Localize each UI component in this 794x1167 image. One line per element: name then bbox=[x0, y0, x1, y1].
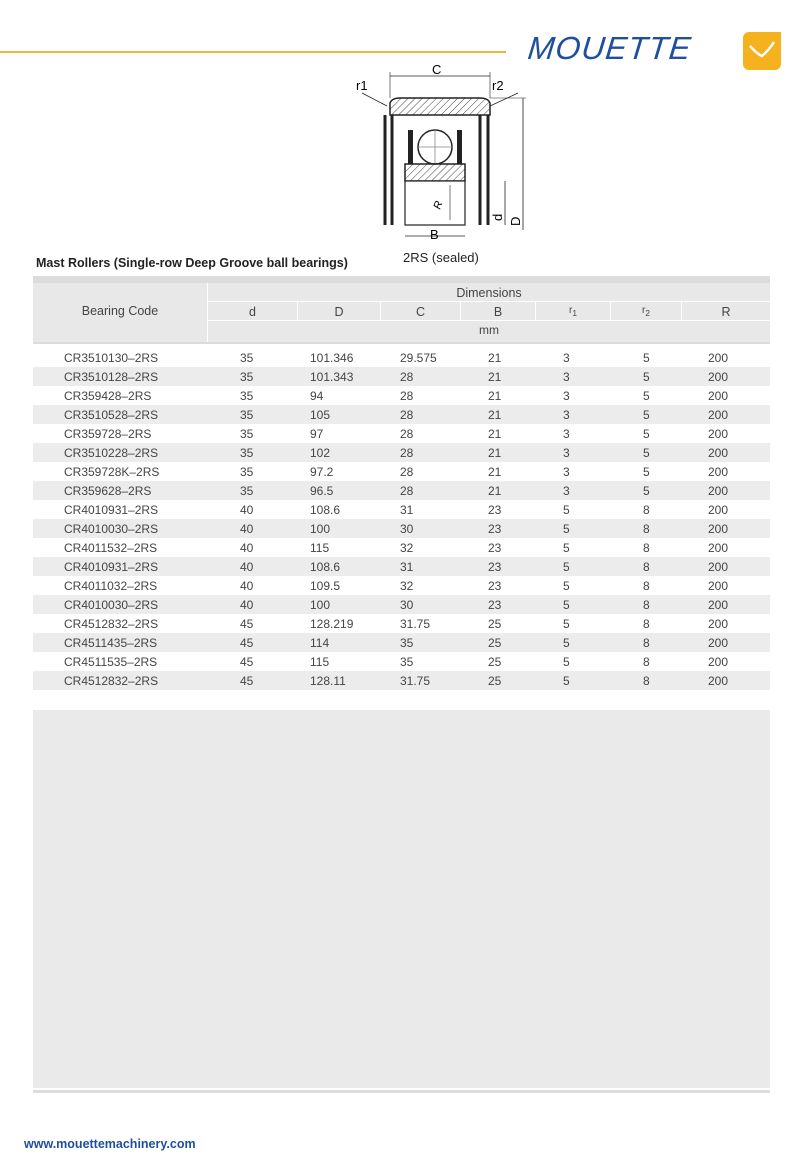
cell-d: 40 bbox=[240, 560, 254, 574]
cell-r1: 3 bbox=[563, 389, 570, 403]
cell-d: 35 bbox=[240, 351, 254, 365]
cell-B: 21 bbox=[488, 370, 502, 384]
cell-r1: 5 bbox=[563, 503, 570, 517]
cell-D: 128.11 bbox=[310, 674, 346, 688]
cell-r1: 3 bbox=[563, 370, 570, 384]
table-row bbox=[33, 462, 770, 481]
header-col-D: D bbox=[334, 305, 344, 319]
cell-D: 102 bbox=[310, 446, 331, 460]
cell-C: 31.75 bbox=[400, 674, 431, 688]
header-col-R: R bbox=[721, 305, 731, 319]
cell-C: 32 bbox=[400, 541, 414, 555]
cell-C: 31.75 bbox=[400, 617, 431, 631]
cell-B: 23 bbox=[488, 560, 502, 574]
cell-r2: 8 bbox=[643, 503, 650, 517]
cell-r1: 5 bbox=[563, 636, 570, 650]
dimension-label-r1: r1 bbox=[356, 78, 368, 93]
table-row bbox=[33, 348, 770, 367]
cell-D: 94 bbox=[310, 389, 324, 403]
cell-C: 28 bbox=[400, 427, 414, 441]
cell-d: 40 bbox=[240, 541, 254, 555]
cell-D: 100 bbox=[310, 522, 331, 536]
cell-R: 200 bbox=[708, 408, 729, 422]
cell-B: 23 bbox=[488, 522, 502, 536]
cell-r1: 3 bbox=[563, 408, 570, 422]
cell-code: CR4512832–2RS bbox=[64, 617, 159, 631]
cell-C: 28 bbox=[400, 446, 414, 460]
cell-B: 23 bbox=[488, 598, 502, 612]
cell-R: 200 bbox=[708, 617, 729, 631]
table-row bbox=[33, 367, 770, 386]
cell-r1: 5 bbox=[563, 598, 570, 612]
cell-d: 35 bbox=[240, 408, 254, 422]
table-top-bar bbox=[33, 276, 770, 283]
footer-url[interactable]: www.mouettemachinery.com bbox=[24, 1137, 196, 1151]
cell-R: 200 bbox=[708, 446, 729, 460]
cell-D: 115 bbox=[310, 655, 330, 669]
cell-d: 40 bbox=[240, 579, 254, 593]
cell-r1: 3 bbox=[563, 465, 570, 479]
cell-R: 200 bbox=[708, 484, 729, 498]
cell-code: CR359728K–2RS bbox=[64, 465, 160, 479]
brand-logo-text: MOUETTE bbox=[526, 30, 694, 66]
cell-r1: 3 bbox=[563, 427, 570, 441]
cell-R: 200 bbox=[708, 636, 729, 650]
header-accent-rule bbox=[0, 51, 506, 53]
cell-d: 35 bbox=[240, 389, 254, 403]
table-row bbox=[33, 386, 770, 405]
cell-r1: 3 bbox=[563, 351, 570, 365]
cell-C: 28 bbox=[400, 484, 414, 498]
cell-R: 200 bbox=[708, 655, 729, 669]
cell-D: 100 bbox=[310, 598, 331, 612]
cell-R: 200 bbox=[708, 541, 729, 555]
cell-r2: 8 bbox=[643, 579, 650, 593]
cell-r2: 8 bbox=[643, 522, 650, 536]
cell-C: 28 bbox=[400, 408, 414, 422]
cell-d: 45 bbox=[240, 636, 254, 650]
cell-r2: 8 bbox=[643, 636, 650, 650]
cell-code: CR4010931–2RS bbox=[64, 503, 159, 517]
bearing-cross-section-diagram bbox=[340, 60, 540, 245]
section-title: Mast Rollers (Single-row Deep Groove ball bearings) bbox=[36, 256, 348, 270]
cell-code: CR359628–2RS bbox=[64, 484, 152, 498]
cell-r2: 5 bbox=[643, 389, 650, 403]
cell-r2: 8 bbox=[643, 560, 650, 574]
table-row bbox=[33, 481, 770, 500]
cell-code: CR4011532–2RS bbox=[64, 541, 158, 555]
cell-code: CR4010030–2RS bbox=[64, 522, 159, 536]
cell-R: 200 bbox=[708, 503, 729, 517]
table-row bbox=[33, 614, 770, 633]
cell-R: 200 bbox=[708, 579, 729, 593]
cell-r1: 5 bbox=[563, 655, 570, 669]
cell-C: 31 bbox=[400, 503, 414, 517]
table-row bbox=[33, 557, 770, 576]
table-row bbox=[33, 443, 770, 462]
cell-r1: 5 bbox=[563, 560, 570, 574]
brand-logo-icon bbox=[743, 32, 781, 70]
cell-C: 28 bbox=[400, 370, 414, 384]
cell-code: CR3510130–2RS bbox=[64, 351, 159, 365]
cell-r1: 5 bbox=[563, 617, 570, 631]
table-header bbox=[33, 283, 770, 342]
cell-D: 96.5 bbox=[310, 484, 334, 498]
cell-R: 200 bbox=[708, 560, 729, 574]
cell-code: CR4512832–2RS bbox=[64, 674, 159, 688]
cell-d: 35 bbox=[240, 427, 254, 441]
header-separator bbox=[33, 342, 770, 347]
cell-C: 32 bbox=[400, 579, 414, 593]
drawing-caption: 2RS (sealed) bbox=[403, 250, 479, 265]
cell-r2: 8 bbox=[643, 655, 650, 669]
cell-D: 97 bbox=[310, 427, 324, 441]
table-row bbox=[33, 500, 770, 519]
cell-code: CR4511435–2RS bbox=[64, 636, 158, 650]
cell-D: 109.5 bbox=[310, 579, 341, 593]
cell-r1: 3 bbox=[563, 446, 570, 460]
cell-d: 45 bbox=[240, 674, 254, 688]
cell-C: 28 bbox=[400, 389, 414, 403]
cell-r2: 5 bbox=[643, 446, 650, 460]
dimension-label-D: D bbox=[508, 216, 523, 226]
table-row bbox=[33, 652, 770, 671]
cell-r2: 5 bbox=[643, 408, 650, 422]
cell-B: 23 bbox=[488, 579, 502, 593]
cell-B: 25 bbox=[488, 674, 502, 688]
header-bearing-code: Bearing Code bbox=[81, 304, 159, 318]
header-col-d: d bbox=[249, 305, 256, 319]
cell-B: 21 bbox=[488, 446, 502, 460]
cell-d: 35 bbox=[240, 370, 254, 384]
cell-R: 200 bbox=[708, 522, 729, 536]
cell-D: 108.6 bbox=[310, 503, 341, 517]
cell-D: 97.2 bbox=[310, 465, 334, 479]
cell-B: 21 bbox=[488, 484, 502, 498]
dimension-label-radius: R bbox=[431, 199, 446, 212]
cell-D: 105 bbox=[310, 408, 331, 422]
table-body bbox=[33, 348, 770, 690]
cell-R: 200 bbox=[708, 370, 729, 384]
table-row bbox=[33, 671, 770, 690]
cell-code: CR3510228–2RS bbox=[64, 446, 159, 460]
header-col-r2: $r_2$ bbox=[642, 305, 650, 318]
cell-B: 23 bbox=[488, 503, 502, 517]
cell-d: 45 bbox=[240, 655, 254, 669]
cell-B: 21 bbox=[488, 427, 502, 441]
table-row bbox=[33, 595, 770, 614]
cell-B: 25 bbox=[488, 636, 502, 650]
table-row bbox=[33, 633, 770, 652]
cell-D: 114 bbox=[310, 636, 330, 650]
cell-code: CR359728–2RS bbox=[64, 427, 152, 441]
cell-R: 200 bbox=[708, 351, 729, 365]
dimension-label-c: C bbox=[432, 62, 442, 77]
cell-B: 25 bbox=[488, 617, 502, 631]
cell-B: 21 bbox=[488, 408, 502, 422]
cell-code: CR3510528–2RS bbox=[64, 408, 159, 422]
cell-C: 30 bbox=[400, 522, 414, 536]
cell-D: 101.346 bbox=[310, 351, 354, 365]
dimension-label-d: d bbox=[490, 213, 505, 221]
cell-code: CR4011032–2RS bbox=[64, 579, 158, 593]
table-row bbox=[33, 576, 770, 595]
cell-r2: 8 bbox=[643, 598, 650, 612]
cell-D: 115 bbox=[310, 541, 330, 555]
cell-r1: 5 bbox=[563, 541, 570, 555]
cell-r2: 5 bbox=[643, 370, 650, 384]
cell-r2: 8 bbox=[643, 674, 650, 688]
cell-d: 35 bbox=[240, 484, 254, 498]
header-col-B: B bbox=[493, 305, 503, 319]
cell-C: 35 bbox=[400, 655, 414, 669]
r1-subscript: 1 bbox=[572, 308, 577, 318]
table-row bbox=[33, 519, 770, 538]
cell-d: 35 bbox=[240, 465, 254, 479]
cell-C: 31 bbox=[400, 560, 414, 574]
header-col-r1: $r_1$ bbox=[569, 305, 577, 318]
dimension-label-r2: r2 bbox=[492, 78, 504, 93]
cell-r1: 5 bbox=[563, 579, 570, 593]
blank-panel bbox=[33, 710, 770, 1088]
cell-r2: 5 bbox=[643, 351, 650, 365]
table-row bbox=[33, 538, 770, 557]
cell-R: 200 bbox=[708, 598, 729, 612]
cell-r2: 8 bbox=[643, 617, 650, 631]
cell-r2: 5 bbox=[643, 465, 650, 479]
table-row bbox=[33, 424, 770, 443]
cell-code: CR3510128–2RS bbox=[64, 370, 159, 384]
cell-C: 35 bbox=[400, 636, 414, 650]
cell-R: 200 bbox=[708, 427, 729, 441]
header-dimensions: Dimensions bbox=[456, 286, 522, 300]
cell-C: 29.575 bbox=[400, 351, 437, 365]
cell-R: 200 bbox=[708, 389, 729, 403]
footer-rule bbox=[33, 1090, 770, 1093]
header-unit: mm bbox=[479, 323, 499, 337]
header-col-C: C bbox=[415, 305, 426, 319]
cell-d: 35 bbox=[240, 446, 254, 460]
cell-r1: 5 bbox=[563, 522, 570, 536]
dimension-label-B: B bbox=[430, 227, 439, 242]
cell-C: 30 bbox=[400, 598, 414, 612]
cell-r2: 5 bbox=[643, 427, 650, 441]
cell-R: 200 bbox=[708, 674, 729, 688]
cell-r2: 8 bbox=[643, 541, 650, 555]
cell-d: 40 bbox=[240, 503, 254, 517]
cell-B: 21 bbox=[488, 351, 502, 365]
cell-B: 21 bbox=[488, 389, 502, 403]
cell-d: 45 bbox=[240, 617, 254, 631]
cell-code: CR359428–2RS bbox=[64, 389, 152, 403]
cell-code: CR4010030–2RS bbox=[64, 598, 159, 612]
cell-r1: 3 bbox=[563, 484, 570, 498]
r2-subscript: 2 bbox=[645, 308, 650, 318]
cell-B: 25 bbox=[488, 655, 502, 669]
cell-r1: 5 bbox=[563, 674, 570, 688]
table-row bbox=[33, 405, 770, 424]
cell-D: 128.219 bbox=[310, 617, 354, 631]
cell-code: CR4511535–2RS bbox=[64, 655, 158, 669]
cell-B: 23 bbox=[488, 541, 502, 555]
cell-B: 21 bbox=[488, 465, 502, 479]
cell-D: 101.343 bbox=[310, 370, 354, 384]
cell-d: 40 bbox=[240, 598, 254, 612]
cell-r2: 5 bbox=[643, 484, 650, 498]
cell-R: 200 bbox=[708, 465, 729, 479]
cell-C: 28 bbox=[400, 465, 414, 479]
cell-code: CR4010931–2RS bbox=[64, 560, 159, 574]
cell-D: 108.6 bbox=[310, 560, 341, 574]
cell-d: 40 bbox=[240, 522, 254, 536]
